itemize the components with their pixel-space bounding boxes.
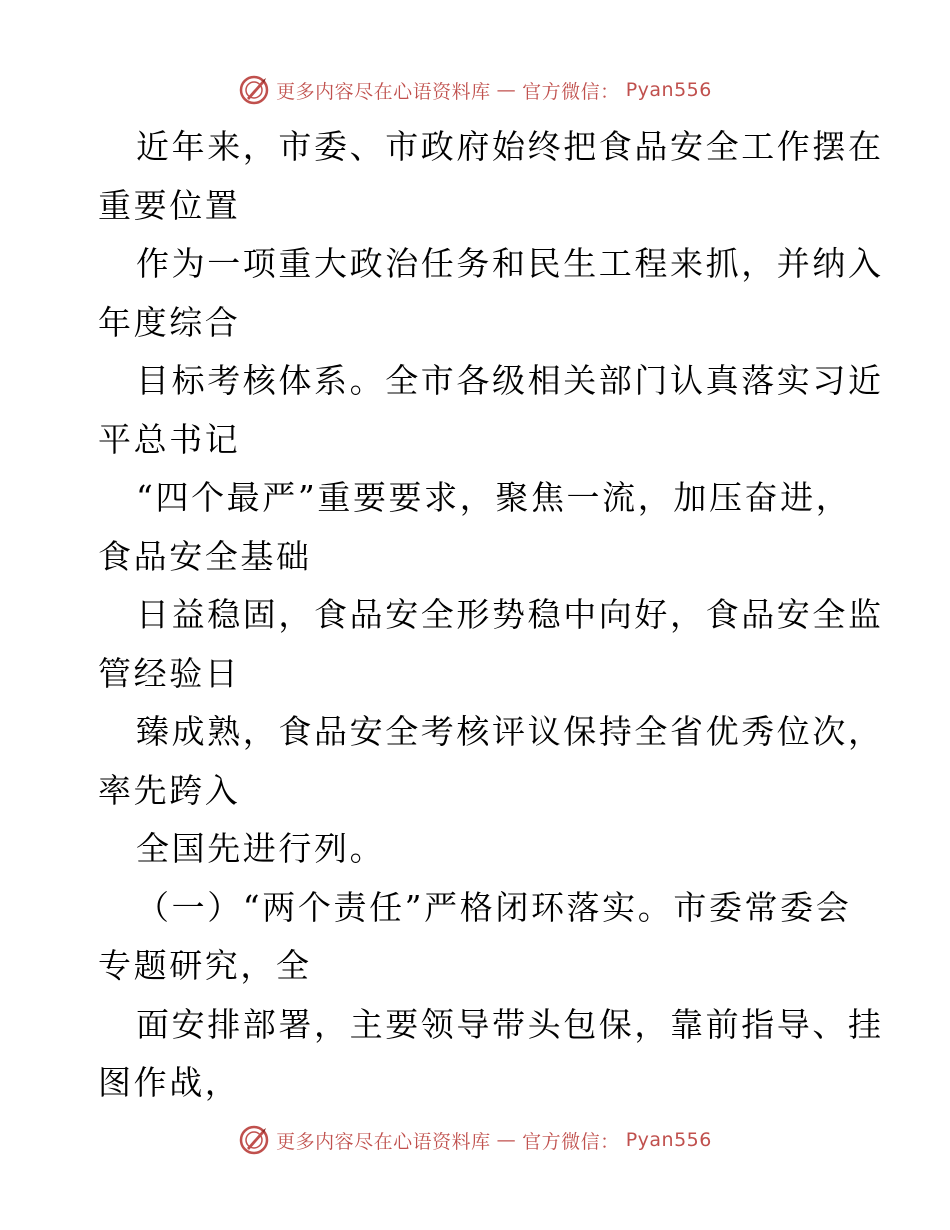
watermark-wechat-id: Pyan556 [625, 79, 712, 101]
body-line: 目标考核体系。全市各级相关部门认真落实习近 [136, 361, 884, 400]
watermark-label: 官方微信： [522, 1130, 620, 1153]
body-line: 作为一项重大政治任务和民生工程来抓，并纳入 [136, 244, 884, 283]
body-line: 专题研究，全 [98, 946, 312, 985]
body-line: 重要位置 [98, 185, 241, 225]
body-line: 管经验日 [98, 653, 241, 693]
body-line: “四个最严”重要要求，聚焦一流，加压奋进， [136, 478, 852, 517]
body-line: 年度综合 [98, 302, 241, 342]
body-line: 平总书记 [98, 419, 241, 459]
quill-seal-icon [238, 1124, 270, 1156]
watermark-brand-text: 更多内容尽在心语资料库 [276, 1130, 491, 1153]
document-body [98, 118, 884, 1113]
body-line: 近年来，市委、市政府始终把食品安全工作摆在 [136, 127, 884, 166]
body-line: 率先跨入 [98, 770, 241, 810]
watermark-brand-text: 更多内容尽在心语资料库 [276, 80, 491, 103]
watermark-label: 官方微信： [522, 80, 620, 103]
body-line: 面安排部署，主要领导带头包保，靠前指导、挂 [136, 1004, 884, 1044]
footer-watermark [0, 1120, 950, 1160]
body-line: （一）“两个责任”严格闭环落实。市委常委会 [136, 887, 852, 927]
body-line: 图作战， [98, 1063, 241, 1102]
watermark-wechat-id: Pyan556 [625, 1129, 712, 1151]
body-line: 日益稳固，食品安全形势稳中向好，食品安全监 [136, 595, 884, 634]
body-line: 食品安全基础 [98, 536, 312, 576]
watermark-separator: — [496, 1129, 517, 1151]
body-line: 臻成熟，食品安全考核评议保持全省优秀位次， [136, 712, 884, 751]
quill-seal-icon [238, 74, 270, 106]
body-line: 全国先进行列。 [136, 829, 386, 868]
watermark-separator: — [496, 79, 517, 101]
header-watermark [0, 70, 950, 110]
